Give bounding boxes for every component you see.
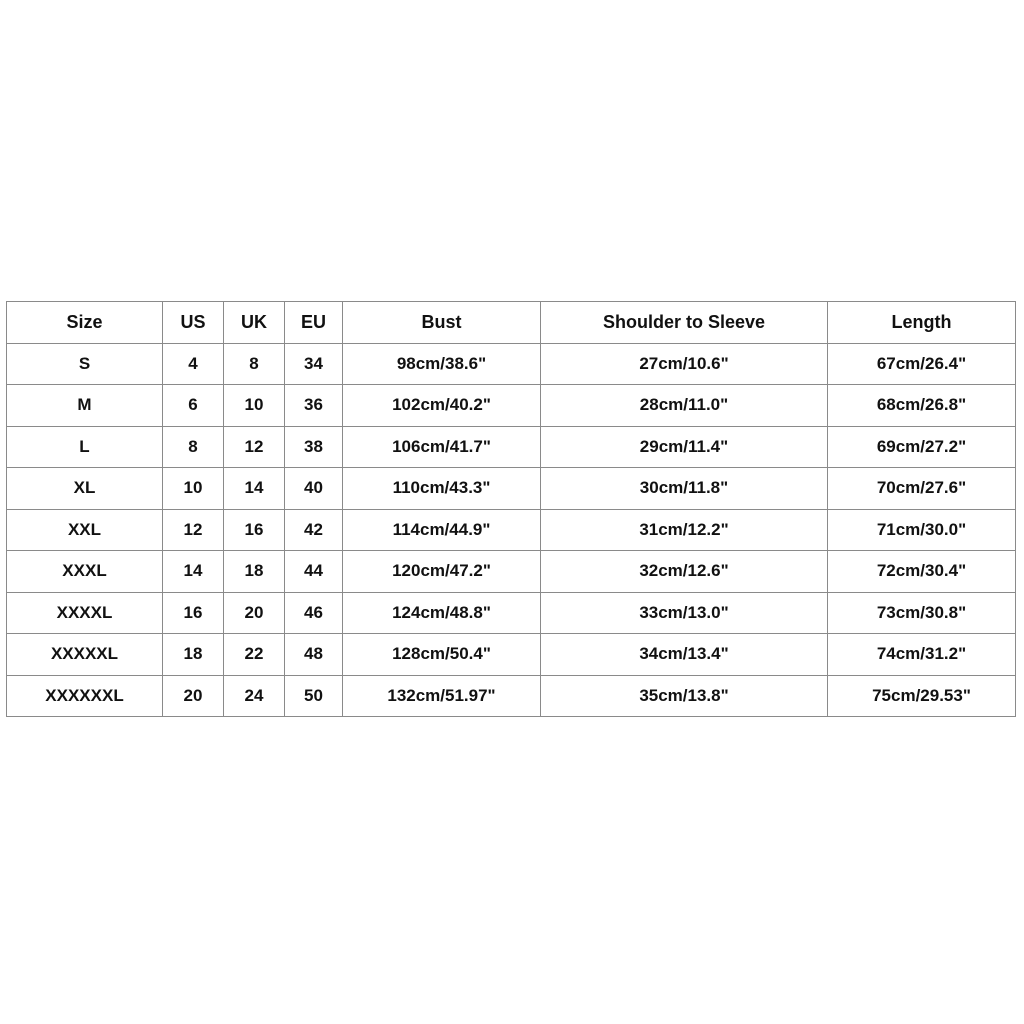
cell-eu: 46 [285, 592, 343, 634]
cell-size: XXXXXXL [7, 675, 163, 717]
cell-length: 71cm/30.0" [828, 509, 1016, 551]
cell-shoulder-to-sleeve: 35cm/13.8" [541, 675, 828, 717]
cell-us: 18 [163, 634, 224, 676]
cell-bust: 128cm/50.4" [343, 634, 541, 676]
cell-bust: 98cm/38.6" [343, 343, 541, 385]
cell-size: XXXL [7, 551, 163, 593]
cell-uk: 18 [224, 551, 285, 593]
cell-size: S [7, 343, 163, 385]
cell-bust: 132cm/51.97" [343, 675, 541, 717]
cell-bust: 102cm/40.2" [343, 385, 541, 427]
header-uk: UK [224, 302, 285, 344]
cell-us: 12 [163, 509, 224, 551]
cell-us: 10 [163, 468, 224, 510]
cell-length: 68cm/26.8" [828, 385, 1016, 427]
cell-length: 70cm/27.6" [828, 468, 1016, 510]
table-header-row [7, 302, 1016, 344]
cell-length: 75cm/29.53" [828, 675, 1016, 717]
cell-size: XXXXL [7, 592, 163, 634]
cell-length: 73cm/30.8" [828, 592, 1016, 634]
header-eu: EU [285, 302, 343, 344]
header-shoulder-to-sleeve: Shoulder to Sleeve [541, 302, 828, 344]
cell-us: 8 [163, 426, 224, 468]
header-us: US [163, 302, 224, 344]
cell-size: XL [7, 468, 163, 510]
table-row [7, 509, 1016, 551]
cell-bust: 120cm/47.2" [343, 551, 541, 593]
header-bust: Bust [343, 302, 541, 344]
cell-uk: 24 [224, 675, 285, 717]
cell-eu: 48 [285, 634, 343, 676]
cell-size: M [7, 385, 163, 427]
cell-eu: 34 [285, 343, 343, 385]
cell-us: 20 [163, 675, 224, 717]
cell-shoulder-to-sleeve: 34cm/13.4" [541, 634, 828, 676]
cell-bust: 114cm/44.9" [343, 509, 541, 551]
cell-uk: 12 [224, 426, 285, 468]
cell-shoulder-to-sleeve: 31cm/12.2" [541, 509, 828, 551]
cell-eu: 36 [285, 385, 343, 427]
table-row [7, 551, 1016, 593]
cell-bust: 110cm/43.3" [343, 468, 541, 510]
cell-uk: 16 [224, 509, 285, 551]
cell-eu: 50 [285, 675, 343, 717]
cell-shoulder-to-sleeve: 33cm/13.0" [541, 592, 828, 634]
cell-shoulder-to-sleeve: 27cm/10.6" [541, 343, 828, 385]
cell-eu: 44 [285, 551, 343, 593]
cell-shoulder-to-sleeve: 32cm/12.6" [541, 551, 828, 593]
table-row [7, 385, 1016, 427]
cell-uk: 10 [224, 385, 285, 427]
cell-size: XXXXXL [7, 634, 163, 676]
cell-length: 72cm/30.4" [828, 551, 1016, 593]
header-length: Length [828, 302, 1016, 344]
cell-shoulder-to-sleeve: 30cm/11.8" [541, 468, 828, 510]
cell-uk: 8 [224, 343, 285, 385]
cell-size: L [7, 426, 163, 468]
cell-uk: 22 [224, 634, 285, 676]
cell-bust: 106cm/41.7" [343, 426, 541, 468]
cell-bust: 124cm/48.8" [343, 592, 541, 634]
cell-us: 4 [163, 343, 224, 385]
cell-us: 16 [163, 592, 224, 634]
table-row [7, 468, 1016, 510]
cell-shoulder-to-sleeve: 28cm/11.0" [541, 385, 828, 427]
size-chart-table [6, 301, 1016, 717]
header-size: Size [7, 302, 163, 344]
cell-uk: 14 [224, 468, 285, 510]
cell-eu: 40 [285, 468, 343, 510]
cell-shoulder-to-sleeve: 29cm/11.4" [541, 426, 828, 468]
cell-us: 6 [163, 385, 224, 427]
table-row [7, 634, 1016, 676]
cell-length: 74cm/31.2" [828, 634, 1016, 676]
cell-eu: 42 [285, 509, 343, 551]
table-row [7, 343, 1016, 385]
cell-length: 67cm/26.4" [828, 343, 1016, 385]
table-row [7, 592, 1016, 634]
cell-length: 69cm/27.2" [828, 426, 1016, 468]
cell-uk: 20 [224, 592, 285, 634]
cell-size: XXL [7, 509, 163, 551]
cell-us: 14 [163, 551, 224, 593]
table-row [7, 426, 1016, 468]
cell-eu: 38 [285, 426, 343, 468]
table-row [7, 675, 1016, 717]
